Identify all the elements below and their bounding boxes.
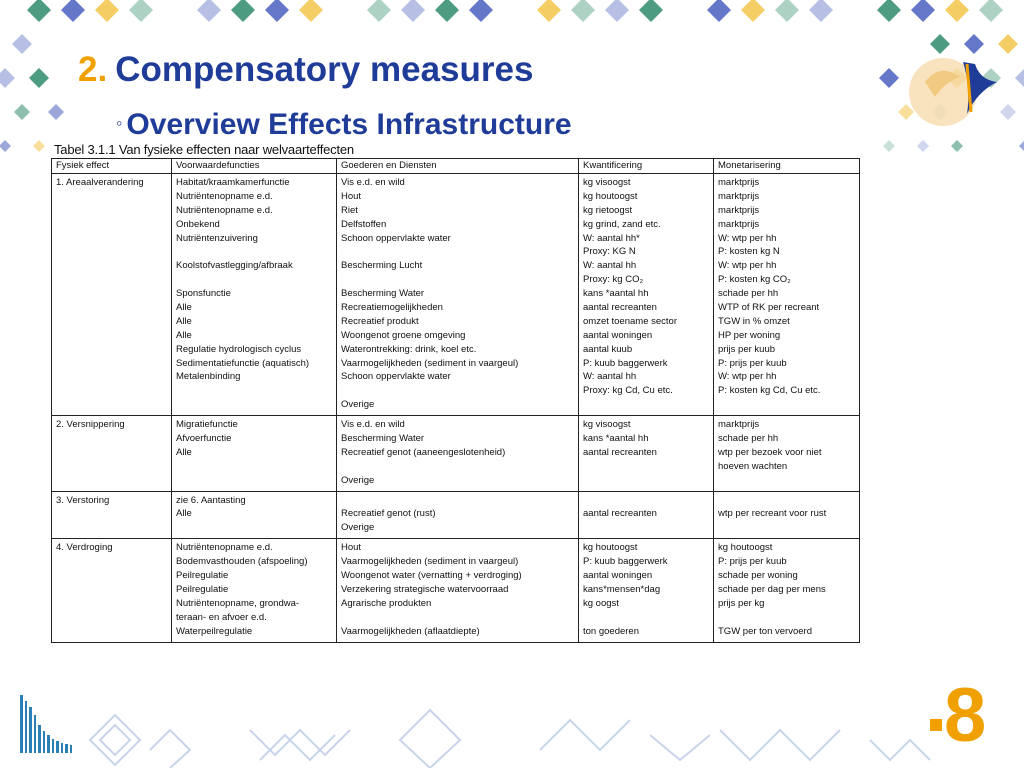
cell-line: marktprijs [718, 190, 760, 202]
cell-line: Regulatie hydrologisch cyclus [176, 343, 302, 355]
cell-line: prijs per kg [718, 597, 765, 609]
monet-cell [714, 416, 860, 491]
cell-line: W: wtp per hh [718, 371, 777, 383]
cell-line: Koolstofvastlegging/afbraak [176, 260, 293, 272]
cell-line: Vis e.d. en wild [341, 419, 405, 431]
cell-line [176, 245, 332, 259]
cell-line: Woongenot groene omgeving [341, 329, 466, 341]
cell-line: schade per hh [718, 433, 779, 445]
cell-line: Nutriëntenopname e.d. [176, 204, 273, 216]
table-row [52, 539, 860, 642]
cell-line: W: aantal hh [583, 371, 637, 383]
cell-line [583, 398, 709, 412]
cell-line: P: kuub baggerwerk [583, 556, 668, 568]
cell-line: Alle [176, 315, 192, 327]
monet-cell [714, 539, 860, 642]
kwant-cell [579, 539, 714, 642]
cell-line: hoeven wachten [718, 460, 788, 472]
functies-cell [172, 491, 337, 539]
cell-line: kg visoogst [583, 177, 631, 188]
cell-line [341, 611, 574, 625]
cell-line: Bodemvasthouden (afspoeling) [176, 556, 308, 568]
slide-title [78, 50, 533, 90]
cell-line: Schoon oppervlakte water [341, 371, 451, 383]
cell-line [341, 245, 574, 259]
cell-line [176, 521, 332, 535]
cell-line: aantal recreanten [583, 508, 657, 520]
cell-line: Onbekend [176, 218, 220, 230]
cell-line: marktprijs [718, 204, 760, 216]
header-cell: Kwantificering [579, 159, 714, 174]
cell-line [176, 273, 332, 287]
cell-line: Nutriëntenopname e.d. [176, 542, 273, 554]
cell-line: wtp per bezoek voor niet [718, 446, 822, 458]
cell-line: W: wtp per hh [718, 260, 777, 272]
cell-line [583, 460, 709, 474]
cell-line: Recreatief genot (aaneengeslotenheid) [341, 446, 506, 458]
effect-label: 2. Versnippering [56, 419, 125, 431]
cell-line: P: prijs per kuub [718, 556, 787, 568]
effect-cell [52, 416, 172, 491]
functies-cell [172, 416, 337, 491]
cell-line: Hout [341, 190, 362, 202]
cell-line: P: kosten kg N [718, 246, 780, 258]
bullet-icon: ◦ [116, 113, 123, 133]
cell-line: Peilregulatie [176, 583, 229, 595]
header-cell: Goederen en Diensten [337, 159, 579, 174]
table-body [52, 174, 860, 643]
table-row [52, 174, 860, 416]
cell-line: schade per hh [718, 288, 779, 300]
cell-line: Nutriëntenopname e.d. [176, 190, 273, 202]
cell-line: P: kosten kg CO₂ [718, 274, 791, 286]
cell-line: Nutriëntenopname, grondwa- [176, 597, 300, 609]
cell-line: Proxy: KG N [583, 246, 636, 258]
cell-line: aantal recreanten [583, 446, 657, 458]
cell-line: Waterontrekking: drink, koel etc. [341, 343, 477, 355]
cell-line: Hout [341, 542, 362, 554]
cell-line [341, 460, 574, 474]
cell-line: wtp per recreant voor rust [718, 508, 827, 520]
cell-line [176, 398, 332, 412]
kwant-cell [579, 491, 714, 539]
cell-line [718, 398, 855, 412]
cell-line: Nutriëntenzuivering [176, 232, 258, 244]
cell-line: Afvoerfunctie [176, 433, 232, 445]
ministry-logo-icon [905, 52, 1005, 132]
cell-line: P: kuub baggerwerk [583, 357, 668, 369]
cell-line: P: prijs per kuub [718, 357, 787, 369]
table-row [52, 416, 860, 491]
cell-line: Alle [176, 329, 192, 341]
cell-line: WTP of RK per recreant [718, 302, 820, 314]
kwant-cell [579, 416, 714, 491]
cell-line: kans *aantal hh [583, 433, 649, 445]
cell-line: Verzekering strategische watervoorraad [341, 583, 509, 595]
cell-line [176, 460, 332, 474]
cell-line: kg oogst [583, 597, 619, 609]
cell-line: Recreatiemogelijkheden [341, 302, 443, 314]
cell-line: Bescherming Lucht [341, 260, 423, 272]
table-row [52, 491, 860, 539]
cell-line: Recreatief genot (rust) [341, 508, 436, 520]
cell-line [341, 273, 574, 287]
cell-line: Riet [341, 204, 358, 216]
cell-line [341, 384, 574, 398]
cell-line [718, 611, 855, 625]
cell-line: Alle [176, 302, 192, 314]
page-number [930, 672, 986, 759]
slide-subtitle [116, 108, 572, 142]
title-text: Compensatory measures [115, 50, 534, 89]
cell-line: Woongenot water (vernatting + verdroging) [341, 570, 522, 582]
cell-line: Delfstoffen [341, 218, 387, 230]
cell-line: Proxy: kg Cd, Cu etc. [583, 385, 673, 397]
cell-line: aantal recreanten [583, 302, 657, 314]
cell-line: schade per woning [718, 570, 798, 582]
page-dot-icon [930, 719, 942, 731]
cell-line: kans *aantal hh [583, 288, 649, 300]
monet-cell [714, 491, 860, 539]
effect-cell [52, 539, 172, 642]
cell-line: aantal woningen [583, 570, 653, 582]
kwant-cell [579, 174, 714, 416]
cell-line [176, 384, 332, 398]
cell-line: aantal woningen [583, 329, 653, 341]
cell-line: aantal kuub [583, 343, 633, 355]
title-number: 2. [78, 50, 108, 89]
effect-label: 1. Areaalverandering [56, 177, 144, 188]
line-pattern-bottom [0, 700, 1024, 768]
cell-line: Alle [176, 508, 192, 520]
cell-line: P: kosten kg Cd, Cu etc. [718, 385, 821, 397]
cell-line: Vaarmogelijkheden (aflaatdiepte) [341, 625, 480, 637]
cell-line: ton goederen [583, 625, 639, 637]
cell-line: marktprijs [718, 419, 760, 431]
effect-cell [52, 174, 172, 416]
cell-line: Agrarische produkten [341, 597, 432, 609]
cell-line: Migratiefunctie [176, 419, 238, 431]
cell-line [583, 611, 709, 625]
cell-line: Overige [341, 399, 375, 411]
cell-line: Proxy: kg CO₂ [583, 274, 644, 286]
cell-line: Metalenbinding [176, 371, 241, 383]
header-cell: Monetarisering [714, 159, 860, 174]
effects-table [51, 158, 860, 643]
cell-line: TGW in % omzet [718, 315, 790, 327]
cell-line [718, 494, 855, 508]
cell-line: Peilregulatie [176, 570, 229, 582]
header-cell: Voorwaardefuncties [172, 159, 337, 174]
goederen-cell [337, 491, 579, 539]
cell-line: W: aantal hh* [583, 232, 640, 244]
cell-line [176, 474, 332, 488]
cell-line: HP per woning [718, 329, 781, 341]
cell-line [341, 494, 574, 508]
effect-label: 4. Verdroging [56, 542, 113, 554]
header-cell: Fysiek effect [52, 159, 172, 174]
goederen-cell [337, 174, 579, 416]
cell-line: kg houtoogst [718, 542, 773, 554]
cell-line [583, 474, 709, 488]
cell-line: teraan- en afvoer e.d. [176, 611, 267, 623]
cell-line: kg rietoogst [583, 204, 633, 216]
subtitle-text: Overview Effects Infrastructure [126, 108, 572, 141]
cell-line: Alle [176, 446, 192, 458]
cell-line: Overige [341, 474, 375, 486]
goederen-cell [337, 416, 579, 491]
cell-line: W: wtp per hh [718, 232, 777, 244]
cell-line: W: aantal hh [583, 260, 637, 272]
cell-line [718, 474, 855, 488]
cell-line: kg houtoogst [583, 190, 638, 202]
cell-line: marktprijs [718, 218, 760, 230]
cell-line: Sponsfunctie [176, 288, 231, 300]
functies-cell [172, 174, 337, 416]
cell-line: Bescherming Water [341, 433, 425, 445]
table-caption: Tabel 3.1.1 Van fysieke effecten naar welvaarteffecten [54, 142, 354, 157]
cell-line: schade per dag per mens [718, 583, 826, 595]
cell-line [583, 521, 709, 535]
cell-line [718, 521, 855, 535]
page-number-text: 8 [944, 673, 987, 758]
cell-line: kg visoogst [583, 419, 631, 431]
cell-line: Schoon oppervlakte water [341, 232, 451, 244]
cell-line: Bescherming Water [341, 288, 425, 300]
effect-label: 3. Verstoring [56, 494, 110, 506]
cell-line: Waterpeilregulatie [176, 625, 253, 637]
cell-line [583, 494, 709, 508]
cell-line: zie 6. Aantasting [176, 494, 246, 506]
cell-line: TGW per ton vervoerd [718, 625, 812, 637]
monet-cell [714, 174, 860, 416]
cell-line: kg houtoogst [583, 542, 638, 554]
barcode-icon [20, 695, 75, 753]
functies-cell [172, 539, 337, 642]
table-header-row [52, 159, 860, 174]
cell-line: Recreatief produkt [341, 315, 419, 327]
cell-line: Vis e.d. en wild [341, 177, 405, 188]
cell-line: kg grind, zand etc. [583, 218, 661, 230]
cell-line: marktprijs [718, 177, 760, 188]
cell-line: Overige [341, 522, 375, 534]
cell-line: Vaarmogelijkheden (sediment in vaargeul) [341, 357, 519, 369]
cell-line: kans*mensen*dag [583, 583, 661, 595]
cell-line: omzet toename sector [583, 315, 677, 327]
cell-line: prijs per kuub [718, 343, 776, 355]
cell-line: Vaarmogelijkheden (sediment in vaargeul) [341, 556, 519, 568]
cell-line: Habitat/kraamkamerfunctie [176, 177, 290, 188]
cell-line: Sedimentatiefunctie (aquatisch) [176, 357, 310, 369]
goederen-cell [337, 539, 579, 642]
effect-cell [52, 491, 172, 539]
